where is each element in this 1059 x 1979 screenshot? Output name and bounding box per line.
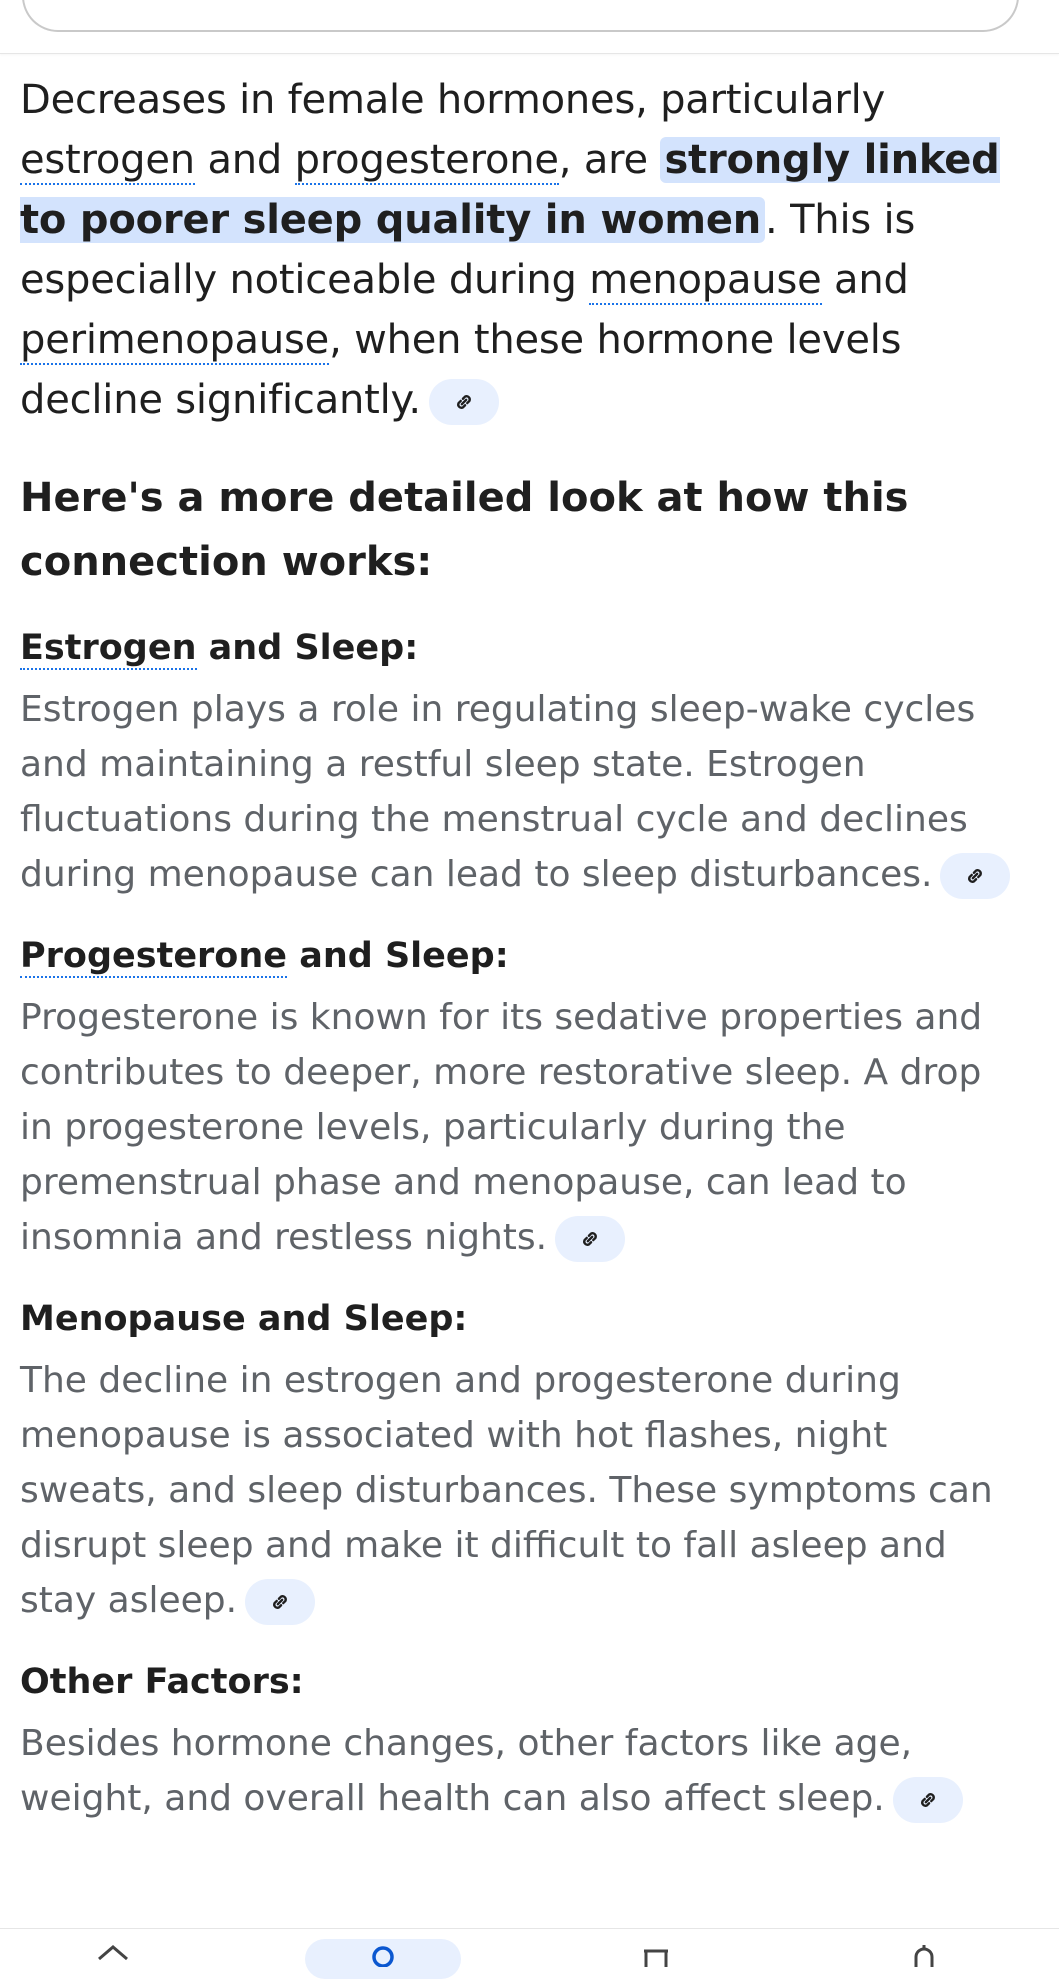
nav-search-active[interactable] — [305, 1939, 461, 1979]
section-estrogen — [20, 624, 1020, 902]
section-heading: Here's a more detailed look at how this connection works: — [20, 475, 909, 585]
section-progesterone — [20, 932, 1020, 1265]
section-title: Menopause and Sleep: — [20, 1299, 468, 1339]
ai-overview-content — [20, 70, 1020, 1826]
section-menopause — [20, 1295, 1020, 1628]
term-progesterone-heading[interactable]: Progesterone — [20, 936, 288, 976]
term-estrogen[interactable]: estrogen — [20, 137, 195, 183]
search-icon — [367, 1943, 399, 1967]
source-link-button[interactable] — [429, 379, 499, 425]
link-icon — [267, 1589, 293, 1615]
section-body: Besides hormone changes, other factors like age, weight, and overall health can also affect sleep. — [20, 1716, 1020, 1826]
section-title: Estrogen and Sleep: — [20, 628, 419, 668]
home-icon[interactable] — [95, 1943, 131, 1967]
source-link-button[interactable] — [245, 1579, 315, 1625]
term-perimenopause[interactable]: perimenopause — [20, 317, 330, 363]
source-link-button[interactable] — [893, 1777, 963, 1823]
link-icon — [962, 863, 988, 889]
saved-icon[interactable] — [638, 1943, 674, 1967]
bottom-navigation — [0, 1928, 1059, 1966]
term-estrogen-heading[interactable]: Estrogen — [20, 628, 197, 668]
section-title: Progesterone and Sleep: — [20, 936, 509, 976]
link-icon — [577, 1226, 603, 1252]
term-progesterone[interactable]: progesterone — [294, 137, 559, 183]
top-bar — [0, 0, 1059, 54]
source-link-button[interactable] — [555, 1216, 625, 1262]
source-link-button[interactable] — [940, 853, 1010, 899]
section-body: The decline in estrogen and progesterone during menopause is associated with hot flashes, night sweats, and sleep disturbances. These symptoms can disrupt sleep and make it difficult to fall asleep and stay asleep. — [20, 1353, 1020, 1628]
section-other-factors — [20, 1658, 1020, 1826]
intro-paragraph: Decreases in female hormones, particularly estrogen and progesterone, are strongly linked to poorer sleep quality in women . This is especially noticeable during menopause and perimenopause, when these hormone levels decline significantly. — [20, 77, 1000, 423]
section-title: Other Factors: — [20, 1662, 304, 1702]
section-body: Progesterone is known for its sedative properties and contributes to deeper, more restorative sleep. A drop in progesterone levels, particularly during the premenstrual phase and menopause, can lead to insomnia and restless nights. — [20, 990, 1020, 1265]
term-menopause[interactable]: menopause — [589, 257, 822, 303]
link-icon — [915, 1787, 941, 1813]
section-body: Estrogen plays a role in regulating sleep-wake cycles and maintaining a restful sleep state. Estrogen fluctuations during the menstrual cycle and declines during menopause can lead to sleep disturbances. — [20, 682, 1020, 902]
search-box[interactable] — [22, 0, 1019, 32]
link-icon — [451, 389, 477, 415]
highlighted-claim: strongly linked to poorer sleep quality in women — [20, 137, 1000, 243]
notifications-icon[interactable] — [906, 1943, 942, 1967]
